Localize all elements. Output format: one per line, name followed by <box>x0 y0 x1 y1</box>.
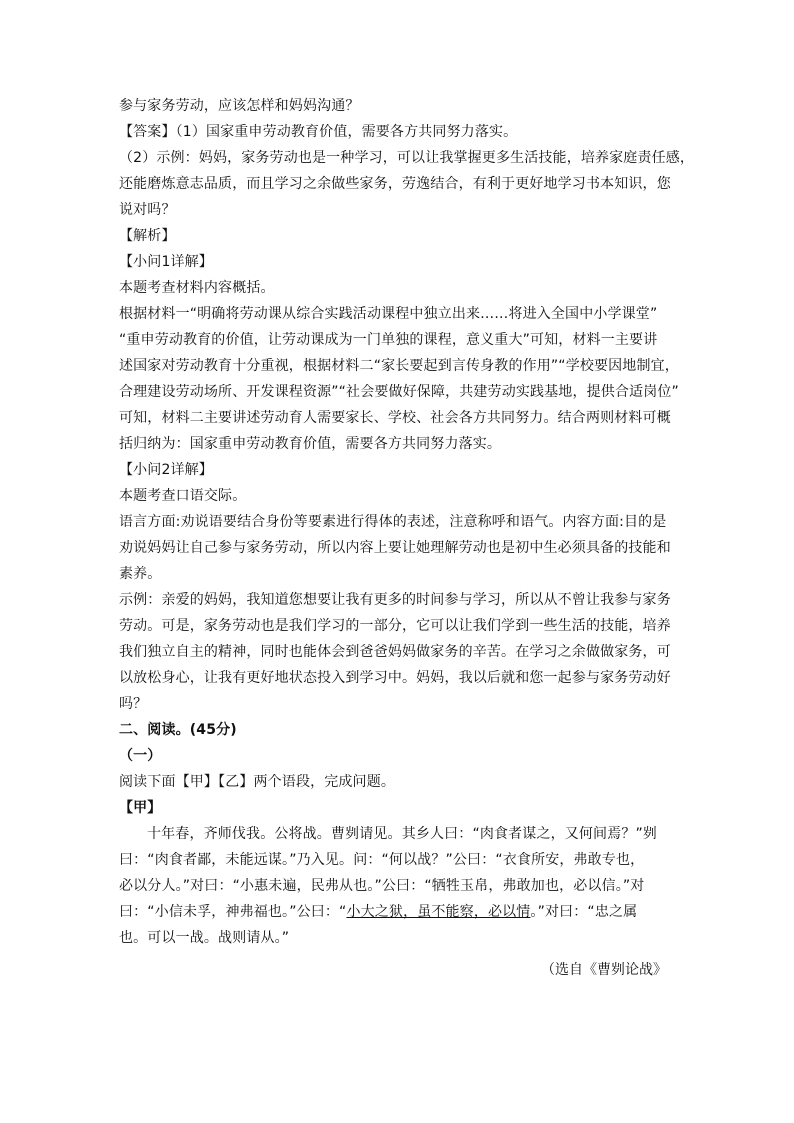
passage-jia-line-4-post: 。”对曰：“忠之属 <box>530 904 638 920</box>
answer-label: 【答案】 <box>119 124 176 140</box>
sub-question-2-line: 示例：亲爱的妈妈，我知道您想要让我有更多的时间参与学习，所以从不曾让我参与家务 <box>119 592 671 608</box>
sub-question-2-line: 以放松身心，让我有更好地状态投入到学习中。妈妈，我以后就和您一起参与家务劳动好 <box>119 670 671 686</box>
passage-jia-line: 十年春，齐师伐我。公将战。曹刿请见。其乡人曰：“肉食者谋之，又何间焉？”刿 <box>147 826 658 842</box>
passage-jia-line-4-pre: 曰：“小信未孚，神弗福也。”公曰：“ <box>119 904 347 920</box>
passage-jia-line <box>119 899 679 925</box>
passage-jia-label: 【甲】 <box>119 800 162 816</box>
section-2-title: 二、阅读。(45分) <box>119 722 237 738</box>
section-2-part-1: （一） <box>119 748 162 764</box>
sub-question-2-line: 劝说妈妈让自己参与家务劳动，所以内容上要让她理解劳动也是初中生必须具备的技能和 <box>119 540 671 556</box>
answer-part-2-line: （2）示例：妈妈，家务劳动也是一种学习，可以让我掌握更多生活技能，培养家庭责任感， <box>119 150 695 166</box>
sub-question-2-intro: 本题考查口语交际。 <box>119 488 247 504</box>
document-page <box>119 93 695 983</box>
sub-question-1-intro: 本题考查材料内容概括。 <box>119 280 275 296</box>
sub-question-2-line: 劳动。可是，家务劳动也是我们学习的一部分，它可以让我们学到一些生活的技能，培养 <box>119 618 671 634</box>
sub-question-1-line: 括归纳为：国家重申劳动教育价值，需要各方共同努力落实。 <box>119 436 502 452</box>
passage-jia-line: 曰：“肉食者鄙，未能远谋。”乃入见。问：“何以战？”公曰：“衣食所安，弗敢专也， <box>119 852 645 868</box>
sub-question-1-line: “重申劳动教育的价值，让劳动课成为一门单独的课程，意义重大”可知，材料一主要讲 <box>119 332 658 348</box>
sub-question-1-line: 可知，材料二主要讲述劳动育人需要家长、学校、社会各方共同努力。结合两则材料可概 <box>119 410 671 426</box>
sub-question-1-label: 【小问1详解】 <box>119 254 213 270</box>
answer-part-2-line: 还能磨炼意志品质，而且学习之余做些家务，劳逸结合，有利于更好地学习书本知识，您 <box>119 176 671 192</box>
sub-question-1-line: 合理建设劳动场所、开发课程资源”“社会要做好保障，共建劳动实践基地，提供合适岗位” <box>119 384 679 400</box>
sub-question-2-line: 我们独立自主的精神，同时也能体会到爸爸妈妈做家务的辛苦。在学习之余做做家务，可 <box>119 644 671 660</box>
sub-question-2-label: 【小问2详解】 <box>119 462 213 478</box>
sub-question-2-line: 语言方面:劝说语要结合身份等要素进行得体的表述，注意称呼和语气。内容方面:目的是 <box>119 514 667 530</box>
question-tail: 参与家务劳动，应该怎样和妈妈沟通？ <box>119 98 360 114</box>
answer-line-1 <box>119 119 679 145</box>
sub-question-1-line: 述国家对劳动教育十分重视，根据材料二“家长要起到言传身教的作用”“学校要因地制宜， <box>119 358 679 374</box>
passage-jia-line: 也。可以一战。战则请从。” <box>119 930 290 946</box>
sub-question-2-line: 素养。 <box>119 566 162 582</box>
sub-question-2-line: 吗？ <box>119 696 148 712</box>
underlined-phrase: 小大之狱，虽不能察，必以情 <box>346 904 531 920</box>
sub-question-1-line: 根据材料一“明确将劳动课从综合实践活动课程中独立出来……将进入全国中小学课堂” <box>119 306 658 322</box>
reading-instruction: 阅读下面【甲】【乙】两个语段，完成问题。 <box>119 774 395 790</box>
analysis-label: 【解析】 <box>119 228 176 244</box>
answer-part-1: （1）国家重申劳动教育价值，需要各方共同努力落实。 <box>175 124 518 140</box>
passage-jia-line: 必以分人。”对曰：“小惠未遍，民弗从也。”公曰：“牺牲玉帛，弗敢加也，必以信。”对 <box>119 878 645 894</box>
answer-part-2-line: 说对吗？ <box>119 202 176 218</box>
passage-source: （选自《曹刿论战》 <box>541 962 667 978</box>
